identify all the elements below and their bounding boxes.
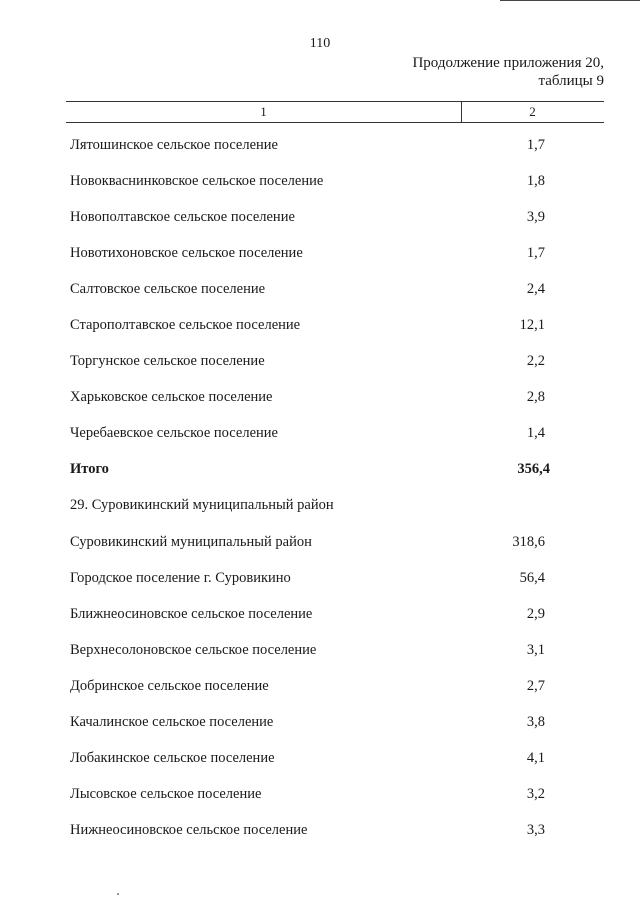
page-number: 110: [309, 36, 331, 51]
row-value: 1,4: [526, 425, 545, 441]
table-row: [70, 209, 550, 229]
row-value: 1,7: [526, 137, 545, 153]
row-value: 3,3: [526, 822, 545, 838]
row-value: 3,1: [526, 642, 545, 658]
row-name: Городское поселение г. Суровикино: [70, 570, 291, 586]
continuation-line-2: таблицы 9: [538, 73, 604, 89]
row-name: Торгунское сельское поселение: [70, 353, 265, 369]
row-value: 4,1: [526, 750, 545, 766]
row-value: 3,9: [526, 209, 545, 225]
row-name: Нижнеосиновское сельское поселение: [70, 822, 308, 838]
row-value: 2,7: [526, 678, 545, 694]
row-name: Старополтавское сельское поселение: [70, 317, 301, 333]
row-name: Харьковское сельское поселение: [70, 389, 273, 405]
row-value: 12,1: [519, 317, 545, 333]
row-name: Ближнеосиновское сельское поселение: [70, 606, 313, 622]
table-row: [70, 389, 550, 409]
table-row: [70, 245, 550, 265]
row-name: Черебаевское сельское поселение: [70, 425, 278, 441]
total-row: [70, 461, 550, 481]
row-name: Новополтавское сельское поселение: [70, 209, 295, 225]
row-name: Качалинское сельское поселение: [70, 714, 274, 730]
table-row: [70, 570, 550, 590]
table-row: [70, 281, 550, 301]
row-name: Лятошинское сельское поселение: [70, 137, 278, 153]
continuation-line-1: Продолжение приложения 20,: [412, 55, 604, 71]
total-label: Итого: [70, 461, 109, 477]
row-value: 2,2: [526, 353, 545, 369]
row-name: Салтовское сельское поселение: [70, 281, 266, 297]
table-row: [70, 678, 550, 698]
row-value: 2,8: [526, 389, 545, 405]
row-value: 1,7: [526, 245, 545, 261]
row-name: Верхнесолоновское сельское поселение: [70, 642, 317, 658]
row-value: 3,2: [526, 786, 545, 802]
row-value: 2,9: [526, 606, 545, 622]
row-name: Лысовское сельское поселение: [70, 786, 262, 802]
header-col-2: 2: [529, 104, 536, 119]
table-row: [70, 606, 550, 626]
row-value: 1,8: [526, 173, 545, 189]
table-row: [70, 714, 550, 734]
row-value: 318,6: [512, 534, 545, 550]
table-row: [70, 642, 550, 662]
row-name: Добринское сельское поселение: [70, 678, 269, 694]
row-value: 3,8: [526, 714, 545, 730]
row-name: Суровикинский муниципальный район: [70, 534, 312, 550]
table-row: [70, 353, 550, 373]
table-row: [70, 822, 550, 842]
table-row: [70, 173, 550, 193]
row-name: Новотихоновское сельское поселение: [70, 245, 303, 261]
continuation-note: [412, 54, 604, 90]
table-row: [70, 786, 550, 806]
section-heading: 29. Суровикинский муниципальный район: [70, 497, 334, 513]
row-name: Лобакинское сельское поселение: [70, 750, 275, 766]
table-row: [70, 425, 550, 445]
header-col-1: 1: [260, 104, 267, 119]
table-row: [70, 534, 550, 554]
table-row: [70, 317, 550, 337]
table-header: [66, 101, 604, 123]
scan-speck: [117, 893, 119, 895]
table-row: [70, 137, 550, 157]
row-value: 2,4: [526, 281, 545, 297]
top-edge-rule: [500, 0, 640, 1]
total-value: 356,4: [517, 461, 550, 477]
table-row: [70, 750, 550, 770]
row-name: Новокваснинковское сельское поселение: [70, 173, 324, 189]
row-value: 56,4: [519, 570, 545, 586]
section-heading-row: [70, 497, 550, 517]
